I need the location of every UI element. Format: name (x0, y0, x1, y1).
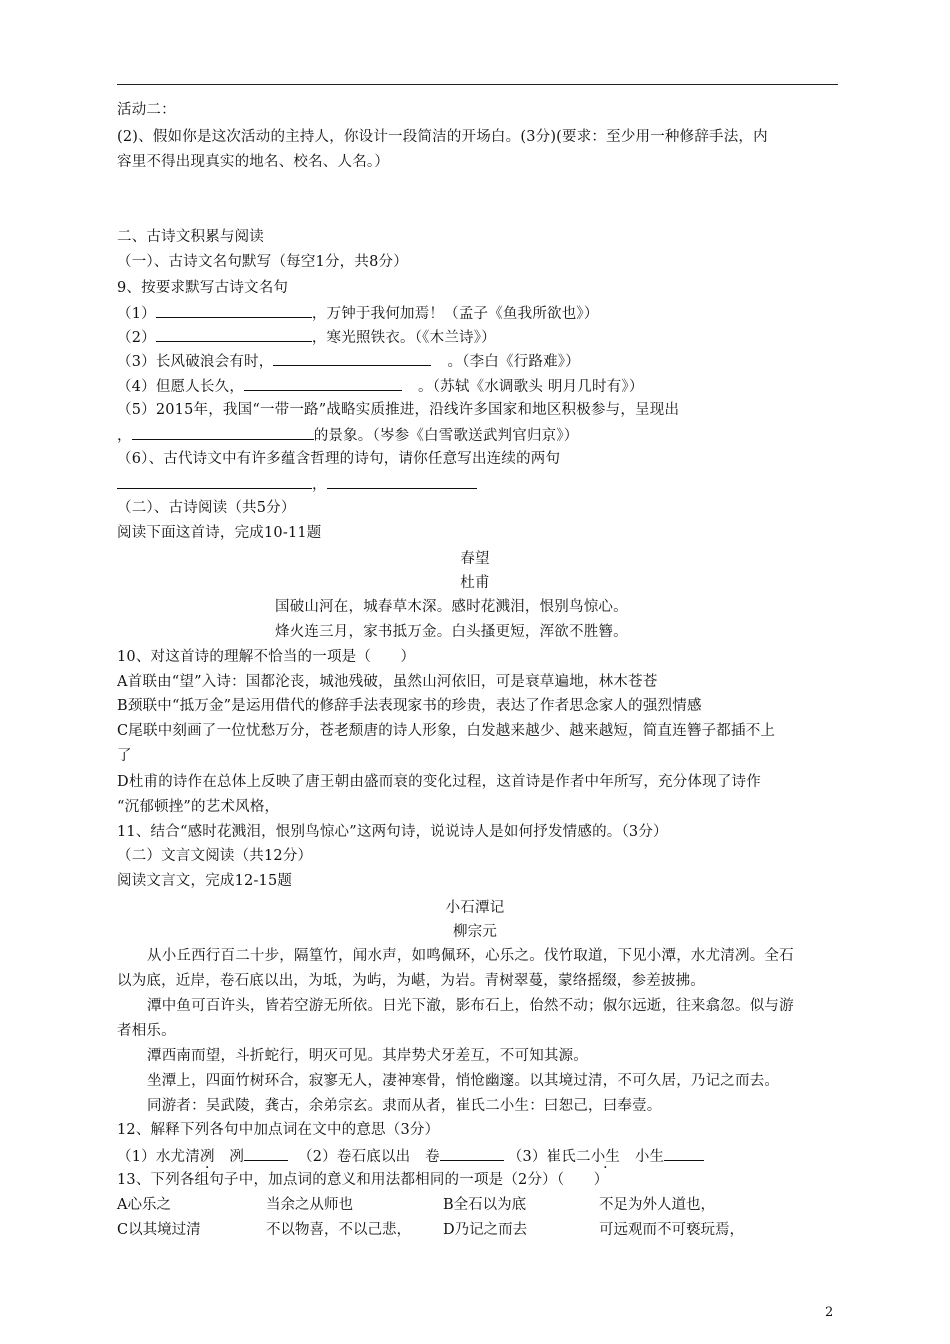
essay-p1-line2: 以为底，近岸，卷石底以出，为坻，为屿，为嵁，为岩。青树翠蔓，蒙络摇缀，参差披拂。 (117, 973, 705, 989)
page-number: 2 (825, 1305, 834, 1320)
essay-p5: 同游者：吴武陵，龚古，余弟宗玄。隶而从者，崔氏二小生：曰恕己，曰奉壹。 (147, 1098, 662, 1114)
header-rule (117, 84, 838, 85)
q13-option-d: D乃记之而去 (443, 1222, 528, 1238)
essay-title: 小石潭记 (445, 900, 505, 916)
q13-stem: 13、下列各组句子中，加点词的意义和用法都相同的一项是（2分）（ ） (117, 1172, 609, 1188)
answer-blank[interactable] (156, 302, 312, 318)
essay-p1-line1: 从小丘西行百二十步，隔篁竹，闻水声，如鸣佩环，心乐之。伐竹取道，下见小潭，水尤清冽。全石 (147, 948, 794, 964)
q9-item-2: （2） ，寒光照铁衣。（《木兰诗》） (117, 326, 496, 348)
q10-option-d-line1: D杜甫的诗作在总体上反映了唐王朝由盛而衰的变化过程，这首诗是作者中年所写，充分体现了诗作 (117, 774, 761, 790)
part2-heading: （二）、古诗阅读（共5分） (117, 500, 296, 516)
poem-instruction: 阅读下面这首诗，完成10-11题 (117, 525, 322, 541)
answer-blank[interactable] (440, 1145, 504, 1161)
q12-items: （1）水尤清冽 冽 （2）卷石底以出 卷 （3）崔氏二小生 小生 (117, 1145, 704, 1167)
q10-option-c-line1: C尾联中刻画了一位忧愁万分，苍老颓唐的诗人形象，白发越来越少、越来越短，简直连簪子都插不上 (117, 723, 776, 739)
essay-p3: 潭西南而望，斗折蛇行，明灭可见。其岸势犬牙差互，不可知其源。 (147, 1048, 588, 1064)
answer-blank[interactable] (117, 473, 312, 489)
activity-q2-line2: 容里不得出现真实的地名、校名、人名。） (117, 154, 390, 170)
q13-option-b: B全石以为底 (443, 1197, 527, 1213)
answer-blank[interactable] (156, 326, 312, 342)
q13-option-a: A心乐之 (117, 1197, 171, 1213)
essay-p4: 坐潭上，四面竹树环合，寂寥无人，凄神寒骨，悄怆幽邃。以其境过清，不可久居，乃记之而去。 (147, 1073, 780, 1089)
q9-item-6-line2: ， (117, 473, 477, 495)
poem-line-1: 国破山河在，城春草木深。感时花溅泪，恨别鸟惊心。 (275, 599, 628, 615)
q13-option-b-compare: 不足为外人道也， (599, 1197, 715, 1213)
poem-title: 春望 (460, 551, 490, 567)
q9-item-4: （4）但愿人长久， 。（苏轼《水调歌头 明月几时有》） (117, 375, 644, 397)
essay-author: 柳宗元 (452, 924, 498, 940)
activity-title: 活动二： (117, 102, 176, 118)
essay-p2-line1: 潭中鱼可百许头，皆若空游无所依。日光下澈，影布石上，佁然不动；俶尔远逝，往来翕忽。似与游 (147, 998, 794, 1014)
q9-item-5-line2: ， 的景象。（岑参《白雪歌送武判官归京》） (117, 424, 579, 446)
poem-line-2: 烽火连三月，家书抵万金。白头搔更短，浑欲不胜簪。 (275, 624, 628, 640)
q10-option-d-line2: “沉郁顿挫”的艺术风格， (117, 799, 280, 815)
q13-option-a-compare: 当余之从师也 (266, 1197, 353, 1213)
answer-blank[interactable] (273, 350, 431, 366)
q13-option-d-compare: 可远观而不可亵玩焉， (599, 1222, 744, 1238)
poem-author: 杜甫 (460, 575, 490, 591)
section2-heading: 二、古诗文积累与阅读 (117, 229, 264, 245)
q11-stem: 11、结合“感时花溅泪，恨别鸟惊心”这两句诗，说说诗人是如何抒发情感的。（3分） (117, 824, 668, 840)
answer-blank[interactable] (664, 1145, 704, 1161)
q13-option-c-compare: 不以物喜，不以己悲， (266, 1222, 411, 1238)
q9-item-3: （3）长风破浪会有时， 。（李白《行路难》） (117, 350, 580, 372)
q13-option-c: C以其境过清 (117, 1222, 201, 1238)
q10-stem: 10、对这首诗的理解不恰当的一项是（ ） (117, 649, 416, 665)
answer-blank[interactable] (327, 473, 477, 489)
answer-blank[interactable] (244, 1145, 288, 1161)
q12-stem: 12、解释下列各句中加点词在文中的意思（3分） (117, 1122, 440, 1138)
answer-blank[interactable] (132, 424, 314, 440)
q10-option-c-line2: 了 (117, 748, 132, 764)
q9-stem: 9、按要求默写古诗文名句 (117, 280, 289, 296)
part1-heading: （一）、古诗文名句默写（每空1分，共8分） (117, 254, 408, 270)
activity-q2-line1: (2)、假如你是这次活动的主持人，你设计一段简洁的开场白。(3分)(要求：至少用一种修辞手法，内 (117, 129, 768, 145)
q10-option-a: A首联由“望”入诗：国都沦丧，城池残破，虽然山河依旧，可是衰草遍地，林木苍苍 (117, 674, 658, 690)
essay-p2-line2: 者相乐。 (117, 1023, 176, 1039)
part3-heading: （二）文言文阅读（共12分） (117, 848, 313, 864)
q9-item-5-line1: （5）2015年，我国“一带一路”战略实质推进，沿线许多国家和地区积极参与，呈现出 (117, 402, 680, 418)
q10-option-b: B颈联中“抵万金”是运用借代的修辞手法表现家书的珍贵，表达了作者思念家人的强烈情感 (117, 698, 702, 714)
q9-item-6-line1: （6）、古代诗文中有许多蕴含哲理的诗句，请你任意写出连续的两句 (117, 451, 561, 467)
essay-instruction: 阅读文言文，完成12-15题 (117, 873, 293, 889)
answer-blank[interactable] (244, 375, 402, 391)
q9-item-1: （1） ，万钟于我何加焉！（孟子《鱼我所欲也》） (117, 302, 599, 324)
